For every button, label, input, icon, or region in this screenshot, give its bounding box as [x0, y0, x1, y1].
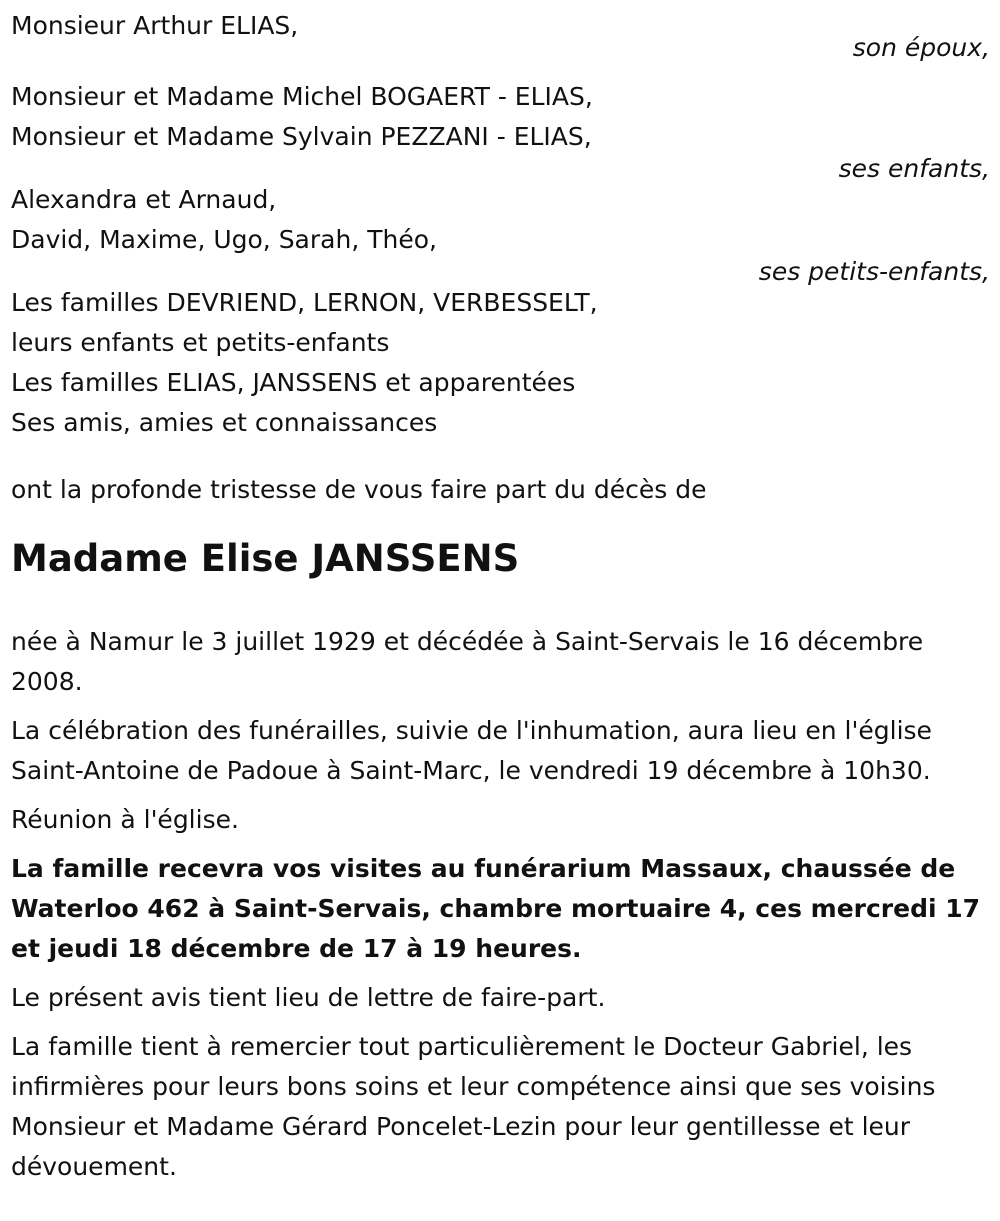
ceremony-paragraph: La célébration des funérailles, suivie de l'inhumation, aura lieu en l'église Saint-Antoine de Padoue à Saint-Marc, le vendredi 19 décembre à 10h30.: [11, 716, 932, 785]
children-group: [11, 77, 990, 183]
extended-family-group: [11, 283, 990, 443]
child-name: Monsieur et Madame Michel BOGAERT - ELIAS,: [11, 82, 593, 111]
thanks-paragraph: La famille tient à remercier tout particulièrement le Docteur Gabriel, les infirmières pour leurs bons soins et leur compétence ainsi que ses voisins Monsieur et Madame Gérard Poncelet-Lezin pour leur gentillesse et leur dévouement.: [11, 1032, 936, 1181]
deceased-name: Madame Elise JANSSENS: [11, 537, 520, 580]
announcement-text: ont la profonde tristesse de vous faire part du décès de: [11, 475, 707, 504]
extended-family-line: Les familles DEVRIEND, LERNON, VERBESSELT,: [11, 288, 598, 317]
birth-death-paragraph: née à Namur le 3 juillet 1929 et décédée à Saint-Servais le 16 décembre 2008.: [11, 627, 924, 696]
extended-family-line: leurs enfants et petits-enfants: [11, 328, 390, 357]
spouse-role: son époux,: [852, 33, 990, 62]
grandchildren-group: [11, 180, 990, 286]
obituary-notice: [11, 6, 990, 1187]
grandchildren-line: Alexandra et Arnaud,: [11, 185, 277, 214]
spouse-group: [11, 6, 990, 77]
grandchildren-role: ses petits-enfants,: [758, 257, 990, 286]
children-role: ses enfants,: [838, 154, 990, 183]
grandchildren-line: David, Maxime, Ugo, Sarah, Théo,: [11, 225, 437, 254]
child-name: Monsieur et Madame Sylvain PEZZANI - ELIAS,: [11, 122, 592, 151]
spouse-name: Monsieur Arthur ELIAS,: [11, 11, 299, 40]
extended-family-line: Les familles ELIAS, JANSSENS et apparentées: [11, 368, 576, 397]
notice-paragraph: Le présent avis tient lieu de lettre de faire-part.: [11, 983, 606, 1012]
extended-family-line: Ses amis, amies et connaissances: [11, 408, 438, 437]
visits-paragraph: La famille recevra vos visites au funérarium Massaux, chaussée de Waterloo 462 à Saint-Servais, chambre mortuaire 4, ces mercredi 17 et jeudi 18 décembre de 17 à 19 heures.: [11, 854, 981, 963]
meeting-paragraph: Réunion à l'église.: [11, 805, 239, 834]
